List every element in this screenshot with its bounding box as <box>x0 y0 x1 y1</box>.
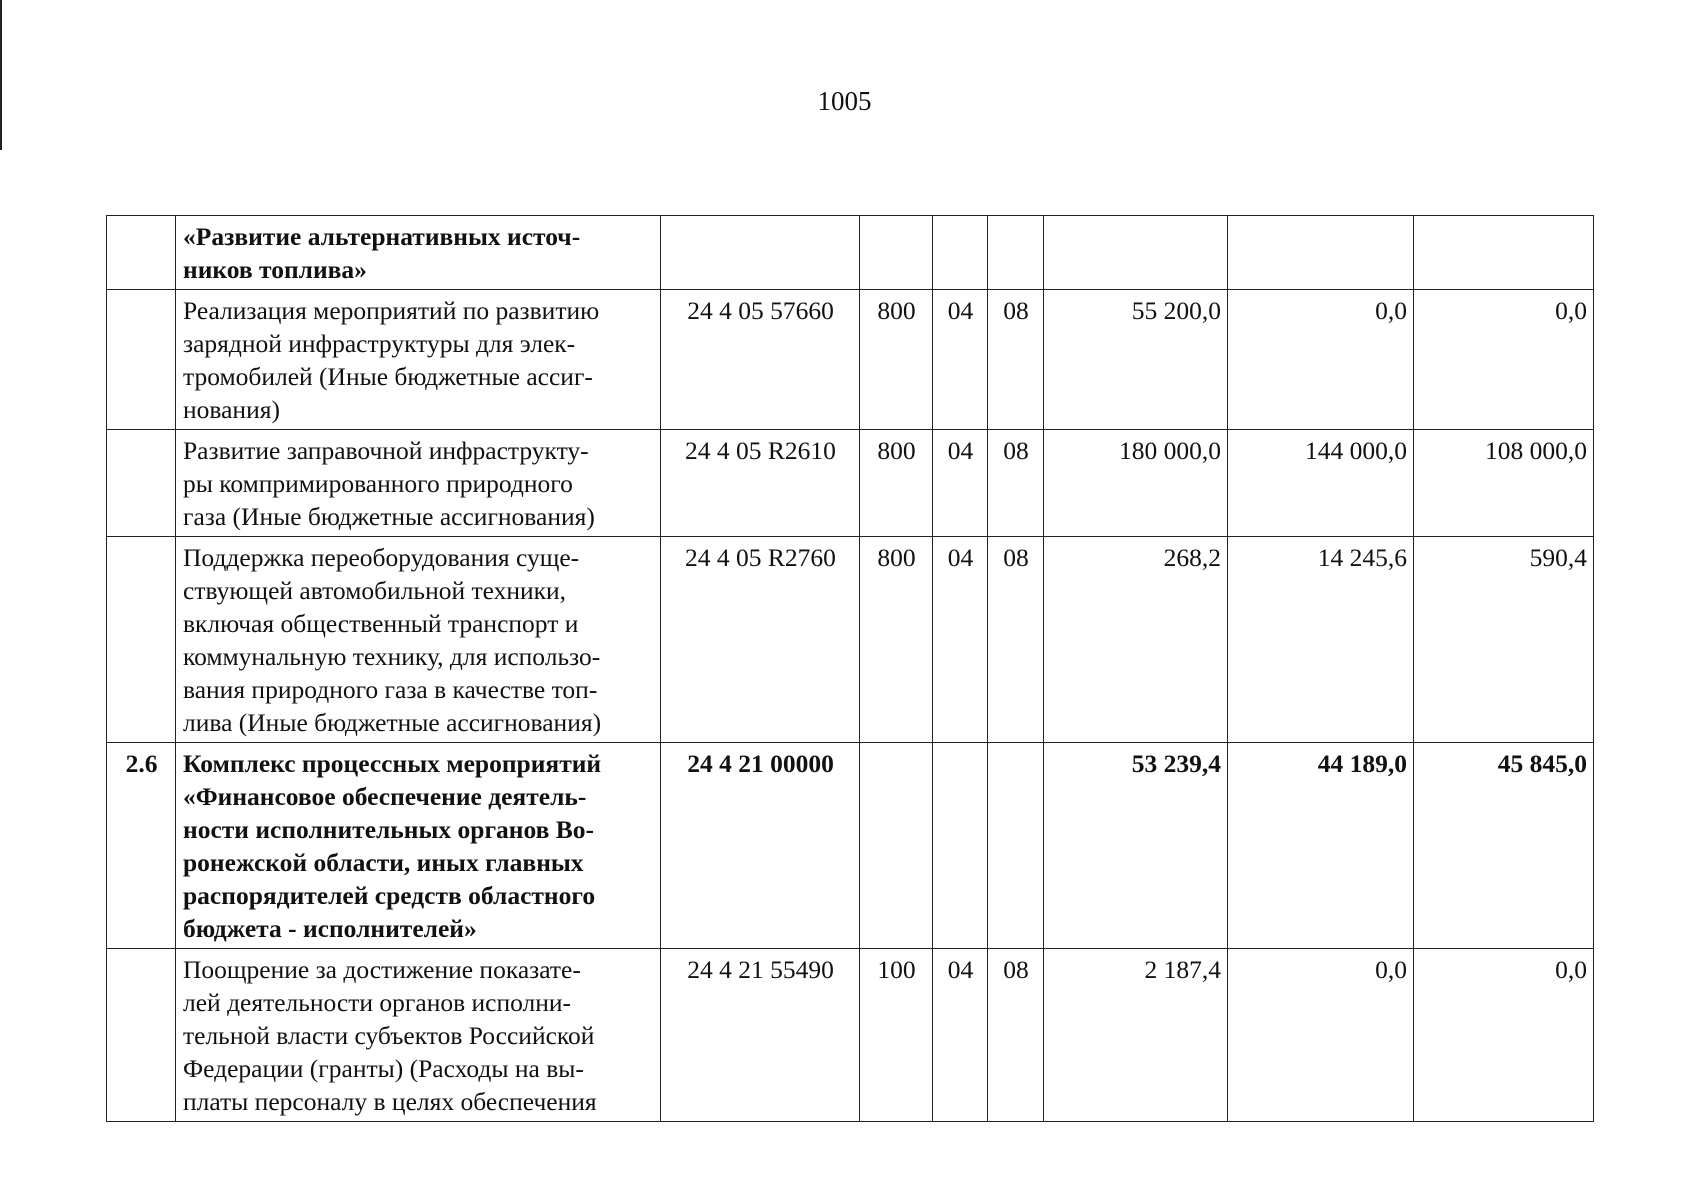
amount-year2-cell: 44 189,0 <box>1228 743 1414 949</box>
table-row <box>107 290 1594 430</box>
row-name-line: распорядителей средств областного <box>183 881 596 910</box>
expense-type-cell: 800 <box>860 290 933 430</box>
amount-year2-cell <box>1228 216 1414 290</box>
table-row <box>107 949 1594 1122</box>
row-name-line: вания природного газа в качестве топ- <box>183 675 598 704</box>
section-code-cell <box>933 216 988 290</box>
target-article-code-cell: 24 4 05 R2610 <box>661 430 860 537</box>
section-code-cell: 04 <box>933 290 988 430</box>
amount-year1-cell: 268,2 <box>1044 537 1228 743</box>
row-name-line: «Развитие альтернативных источ- <box>183 222 581 251</box>
amount-year2-cell: 14 245,6 <box>1228 537 1414 743</box>
expense-type-cell <box>860 216 933 290</box>
target-article-code-cell: 24 4 21 00000 <box>661 743 860 949</box>
amount-year3-cell: 108 000,0 <box>1414 430 1594 537</box>
row-name-cell <box>176 216 661 290</box>
scan-edge-line <box>0 0 2 150</box>
row-name-cell <box>176 537 661 743</box>
amount-year1-cell: 55 200,0 <box>1044 290 1228 430</box>
subsection-code-cell: 08 <box>988 430 1044 537</box>
row-name-line: лива (Иные бюджетные ассигнования) <box>183 708 602 737</box>
row-name-line: ронежской области, иных главных <box>183 848 584 877</box>
row-name-line: ности исполнительных органов Во- <box>183 815 594 844</box>
target-article-code-cell <box>661 216 860 290</box>
subsection-code-cell: 08 <box>988 290 1044 430</box>
table-row <box>107 216 1594 290</box>
row-number-cell <box>107 290 176 430</box>
row-name-line: Поощрение за достижение показате- <box>183 955 581 984</box>
section-code-cell: 04 <box>933 537 988 743</box>
row-name-cell <box>176 430 661 537</box>
row-name-line: включая общественный транспорт и <box>183 609 579 638</box>
expense-type-cell: 800 <box>860 430 933 537</box>
amount-year1-cell: 180 000,0 <box>1044 430 1228 537</box>
row-name-line: Реализация мероприятий по развитию <box>183 296 600 325</box>
amount-year2-cell: 144 000,0 <box>1228 430 1414 537</box>
section-code-cell: 04 <box>933 949 988 1122</box>
row-name-line: Развитие заправочной инфраструкту- <box>183 436 589 465</box>
amount-year2-cell: 0,0 <box>1228 949 1414 1122</box>
row-number-cell: 2.6 <box>107 743 176 949</box>
subsection-code-cell <box>988 216 1044 290</box>
expense-type-cell: 800 <box>860 537 933 743</box>
row-name-line: газа (Иные бюджетные ассигнования) <box>183 502 595 531</box>
row-name-line: «Финансовое обеспечение деятель- <box>183 782 587 811</box>
row-name-line: коммунальную технику, для использо- <box>183 642 601 671</box>
table-body <box>107 216 1594 1122</box>
table-row <box>107 743 1594 949</box>
row-number-cell <box>107 537 176 743</box>
subsection-code-cell: 08 <box>988 537 1044 743</box>
row-number-cell <box>107 430 176 537</box>
row-name-cell <box>176 290 661 430</box>
target-article-code-cell: 24 4 21 55490 <box>661 949 860 1122</box>
section-code-cell: 04 <box>933 430 988 537</box>
target-article-code-cell: 24 4 05 57660 <box>661 290 860 430</box>
row-name-cell <box>176 743 661 949</box>
subsection-code-cell: 08 <box>988 949 1044 1122</box>
expense-type-cell <box>860 743 933 949</box>
amount-year1-cell: 53 239,4 <box>1044 743 1228 949</box>
amount-year1-cell: 2 187,4 <box>1044 949 1228 1122</box>
row-name-line: Поддержка переоборудования суще- <box>183 543 580 572</box>
subsection-code-cell <box>988 743 1044 949</box>
row-name-line: ников топлива» <box>183 255 367 284</box>
row-name-line: платы персоналу в целях обеспечения <box>183 1087 597 1116</box>
row-name-line: тромобилей (Иные бюджетные ассиг- <box>183 362 593 391</box>
target-article-code-cell: 24 4 05 R2760 <box>661 537 860 743</box>
expense-type-cell: 100 <box>860 949 933 1122</box>
amount-year3-cell <box>1414 216 1594 290</box>
row-name-line: Федерации (гранты) (Расходы на вы- <box>183 1054 584 1083</box>
row-number-cell <box>107 216 176 290</box>
row-name-line: ры компримированного природного <box>183 469 573 498</box>
amount-year3-cell: 590,4 <box>1414 537 1594 743</box>
amount-year3-cell: 0,0 <box>1414 949 1594 1122</box>
budget-table <box>106 215 1594 1122</box>
amount-year3-cell: 0,0 <box>1414 290 1594 430</box>
row-name-line: ствующей автомобильной техники, <box>183 576 567 605</box>
amount-year3-cell: 45 845,0 <box>1414 743 1594 949</box>
table-row <box>107 537 1594 743</box>
row-name-line: тельной власти субъектов Российской <box>183 1021 595 1050</box>
table-row <box>107 430 1594 537</box>
amount-year2-cell: 0,0 <box>1228 290 1414 430</box>
row-name-line: бюджета - исполнителей» <box>183 914 477 943</box>
row-name-line: лей деятельности органов исполни- <box>183 988 572 1017</box>
amount-year1-cell <box>1044 216 1228 290</box>
row-number-cell <box>107 949 176 1122</box>
row-name-line: зарядной инфраструктуры для элек- <box>183 329 576 358</box>
row-name-line: нования) <box>183 395 280 424</box>
row-name-line: Комплекс процессных мероприятий <box>183 749 602 778</box>
page-number: 1005 <box>817 86 872 116</box>
section-code-cell <box>933 743 988 949</box>
row-name-cell <box>176 949 661 1122</box>
